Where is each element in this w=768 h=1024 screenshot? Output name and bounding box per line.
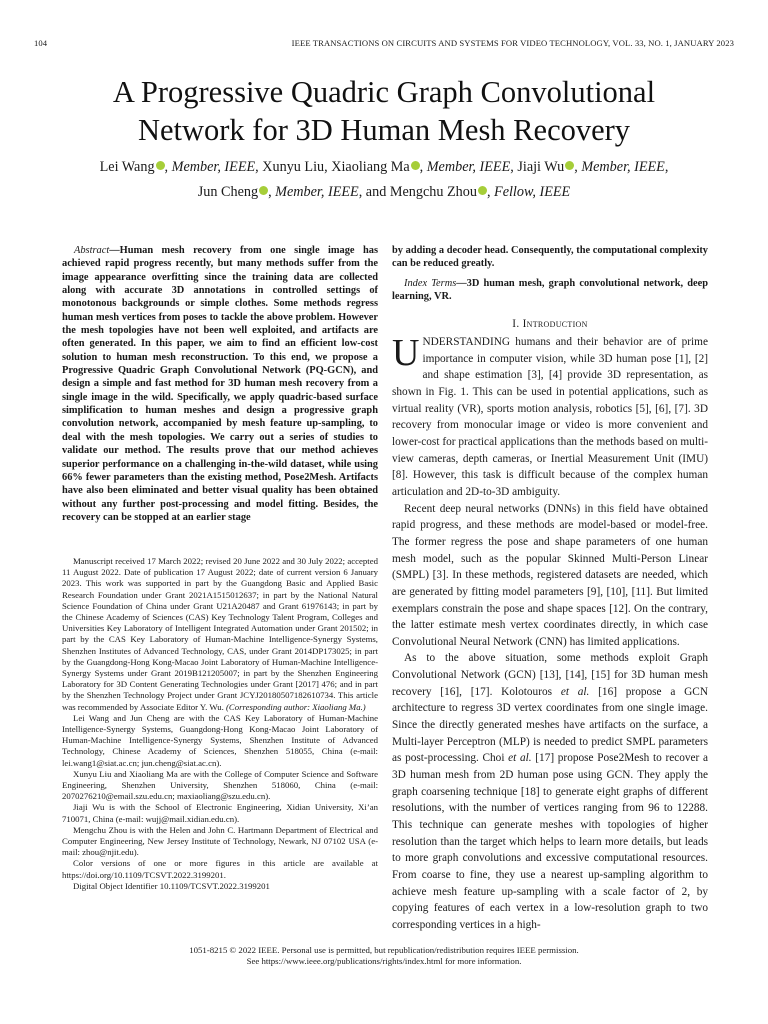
- page-number: 104: [34, 38, 48, 48]
- journal-line: IEEE TRANSACTIONS ON CIRCUITS AND SYSTEMS FOR VIDEO TECHNOLOGY, VOL. 33, NO. 1, JANUARY 2023: [291, 38, 734, 48]
- footnotes: [62, 556, 378, 892]
- rights-link[interactable]: See https://www.ieee.org/publications/rights/index.html for more information.: [246, 956, 522, 966]
- orcid-icon[interactable]: [565, 161, 574, 170]
- title-line-1: A Progressive Quadric Graph Convolutional: [112, 75, 656, 109]
- copyright-footer: [60, 945, 708, 967]
- orcid-icon[interactable]: [259, 186, 268, 195]
- abstract-continuation: [392, 244, 708, 303]
- abstract-continued-text: by adding a decoder head. Consequently, the computational complexity can be reduced greatly.: [392, 245, 708, 270]
- abstract-dash: —: [109, 245, 120, 256]
- orcid-icon[interactable]: [411, 161, 420, 170]
- author-name: Xunyu Liu: [262, 159, 325, 175]
- author-role: Member, IEEE: [581, 159, 665, 175]
- abstract-text: Human mesh recovery from one single image has achieved rapid progress recently, but many methods suffer from the image appearance overfitting since the training data are collected along with accurate 3D annotations in controlled settings of monotonous backgrounds or simple clothes. Some methods regress human mesh vertices from poses to tackle the above problem. However the mesh topologies have not been well exploited, and artifacts are often generated. In this paper, we aim to find an efficient low-cost solution to human mesh reconstruction. To this end, we propose a Progressive Quadric Graph Convolutional Network (PQ-GCN), and design a simple and fast method for 3D human mesh recovery from a single image in the wild. Specifically, we apply quadric-based surface simplification to human meshes and design a progressive graph convolution network, accompanied by mesh feature up-sampling, to deal with the mesh topologies. We carry out a series of studies to validate our method. The results prove that our method achieves superior performance on a challenging in-the-wild dataset, while using 66% fewer parameters than the existing method, Pose2Mesh. Artifacts have also been eliminated and better visual quality has been obtained without any further post-processing and model fitting. Besides, the recovery can be stopped at an earlier stage: [62, 245, 378, 523]
- author-line-2: Jun Cheng , Member, IEEE, and Mengchu Zhou , Fellow, IEEE: [197, 184, 571, 200]
- author-list: [40, 155, 728, 205]
- author-role: Member, IEEE: [275, 184, 359, 200]
- doi-line: Digital Object Identifier 10.1109/TCSVT.2022.3199201: [73, 880, 270, 891]
- index-terms-text: 3D human mesh, graph convolutional network, deep learning, VR.: [392, 277, 708, 303]
- running-header: [34, 38, 734, 52]
- footnote: Mengchu Zhou is with the Helen and John C. Hartmann Department of Electrical and Computer Engineering, New Jersey Institute of Technology, Newark, NJ 07102 USA (e-mail: zhou@njit.edu).: [62, 824, 378, 858]
- author-line-1: Lei Wang , Member, IEEE, Xunyu Liu, Xiaoliang Ma , Member, IEEE, Jiaji Wu , Member, IEEE,: [99, 159, 669, 175]
- paragraph: Recent deep neural networks (DNNs) in this field have obtained rapid progress, and these methods are model-based or model-free. The former regress the pose and shape parameters of one human mesh model, such as the popular Skinned Multi-Person Linear (SMPL) [3]. In these methods, registered datasets are needed, which are generated by fitting model parameters [9], [10], [11]. But limited exemplars constrain the pose and shape spaces [12]. On the contrary, the latter estimate mesh vertex coordinates directly, in which case Convolutional Neural Network (CNN) has limited applications.: [392, 502, 708, 648]
- orcid-icon[interactable]: [478, 186, 487, 195]
- author-role: Fellow, IEEE: [494, 184, 571, 200]
- author-name: Mengchu Zhou: [389, 184, 477, 200]
- paragraph: As to the above situation, some methods exploit Graph Convolutional Network (GCN) [13], [14], [15] for 3D human mesh recovery [16], [17]. Kolotouros et al. [16] propose a GCN architecture to regress 3D vertex coordinates from one single image. Since the directly generated meshes have artifacts on the surface, a Multi-layer Perceptron (MLP) is needed to predict SMPL parameters as post-processing. Choi et al. [17] propose Pose2Mesh to recover a 3D human mesh from 2D human pose using GCN. They apply the graph coarsening technique [18] to generate eight graphs of different resolutions, with the number of vertices ranging from 96 to 12288. This technique can generate meshes with topologies of higher resolution than the target which helps to learn more details, but leads to more graph convolutions and excessive computational resources. From coarse to fine, they use a nearest up-sampling algorithm to achieve mesh feature up-sampling with a scale factor of 2, by copying features of each vertex in a low-resolution graph to two corresponding vertices in a high-: [392, 652, 709, 931]
- section-title: Introduction: [522, 318, 588, 330]
- abstract-label: Abstract: [74, 245, 110, 256]
- index-terms: Index Terms—3D human mesh, graph convolutional network, deep learning, VR.: [392, 277, 708, 303]
- copyright-line: 1051-8215 © 2022 IEEE. Personal use is permitted, but republication/redistribution requires IEEE permission.: [189, 945, 579, 955]
- author-name: Xiaoliang Ma: [331, 159, 410, 175]
- footnote: Color versions of one or more figures in this article are available at https://doi.org/10.1109/TCSVT.2022.3199201.: [62, 858, 378, 880]
- footnote: Xunyu Liu and Xiaoliang Ma are with the College of Computer Science and Software Engineering, Shenzhen University, Shenzhen 518060, China (e-mail: 2070276210@email.szu.edu.cn; maxiaoliang@szu.edu.cn).: [62, 768, 378, 802]
- title-line-2: Network for 3D Human Mesh Recovery: [137, 113, 631, 147]
- paragraph: UNDERSTANDING humans and their behavior are of prime importance in computer vision, while 3D human pose [1], [2] and shape estimation [3], [4] provide 3D representation, as shown in Fig. 1. This can be used in potential applications, such as virtual reality (VR), sports motion analysis, robotics [5], [6], [7]. 3D recovery from monocular image or video is more convenient and lower-cost for practical applications than the methods based on multi-view cameras, depth cameras, or Inertial Measurement Unit (IMU) [8]. However, this task is difficult because of the complex human articulation and 2D-to-3D ambiguity.: [392, 332, 708, 498]
- footnote: Jiaji Wu is with the School of Electronic Engineering, Xidian University, Xi’an 710071, China (e-mail: wujj@mail.xidian.edu.cn).: [62, 802, 378, 824]
- section-heading: [392, 318, 708, 330]
- author-role: Member, IEEE: [171, 159, 256, 175]
- author-name: Jun Cheng: [197, 184, 259, 200]
- abstract: [62, 244, 378, 524]
- index-terms-label: Index Terms: [404, 277, 457, 289]
- author-role: Member, IEEE: [426, 159, 511, 175]
- section-number: I.: [512, 318, 520, 330]
- footnote: Manuscript received 17 March 2022; revised 20 June 2022 and 30 July 2022; accepted 11 August 2022. Date of publication 17 August 2022; date of current version 6 January 2023. This work was supported in part by the Guangdong Basic and Applied Basic Research Foundation under Grant 2021A1515012637; in part by the National Natural Science Foundation of China under Grant U21A20487 and Grant 61976143; in part by the Chinese Academy of Sciences (CAS) Key Technology Talent Program, Colleges and Universities Key Laboratory of Intelligent Integrated Automation under Grant 201502; in part by the CAS Key Laboratory of Human-Machine Intelligence-Synergy Systems, Shenzhen Institutes of Advanced Technology, CAS, under Grant 2014DP173025; in part by the Guangdong-Hong Kong-Macao Joint Laboratory of Human-Machine Intelligence-Synergy Systems under Grant 2019B121205007; in part by the Shenzhen Engineering Laboratory for 3D Content Generating Technologies under Grant [2017] 476; and in part by the Shenzhen Technology Project under Grant JCYJ20180507182610734. This article was recommended by Associate Editor Y. Wu. (Corresponding author: Xiaoliang Ma.): [62, 556, 378, 712]
- paper-title: [40, 73, 728, 149]
- intro-body: [392, 334, 708, 934]
- author-name: Jiaji Wu: [517, 159, 565, 175]
- drop-cap: U: [392, 332, 420, 374]
- footnote: Lei Wang and Jun Cheng are with the CAS Key Laboratory of Human-Machine Intelligence-Synergy Systems, Guangdong-Hong Kong-Macao Joint Laboratory of Human-Machine Intelligence-Synergy Systems, Shenzhen Institute of Advanced Technology, Chinese Academy of Sciences, Shenzhen 518055, China (e-mail: lei.wang1@siat.ac.cn; jun.cheng@siat.ac.cn).: [62, 712, 378, 768]
- author-name: Lei Wang: [99, 159, 155, 175]
- orcid-icon[interactable]: [156, 161, 165, 170]
